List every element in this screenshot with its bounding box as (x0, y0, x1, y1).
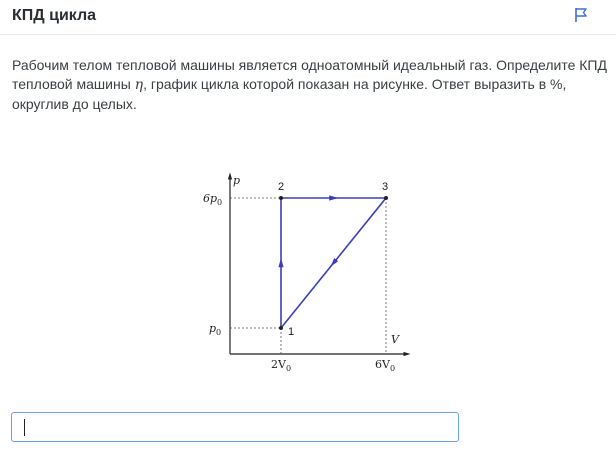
header (0, 0, 616, 35)
tick-6p0 (203, 192, 222, 207)
page-title: КПД цикла (12, 7, 97, 24)
problem-variable: η (134, 77, 144, 93)
point-label-3: 3 (382, 181, 389, 193)
tick-6v0-sub: 0 (389, 364, 396, 373)
tick-2v0 (271, 358, 291, 373)
tick-p0-sub: 0 (216, 328, 222, 337)
point-label-1: 1 (288, 326, 295, 338)
text-caret (24, 419, 25, 436)
tick-6v0-main: 6V (375, 358, 390, 371)
axis-y-label: p (233, 174, 241, 187)
report-button[interactable] (572, 6, 590, 24)
tick-p0 (209, 322, 221, 337)
process-1-2-arrow (278, 258, 283, 267)
tick-p0-main: p (209, 322, 217, 335)
point-3 (384, 196, 388, 200)
point-2 (279, 196, 283, 200)
cycle-lines (278, 195, 388, 330)
process-2-3-arrow (329, 195, 338, 200)
tick-6p0-main: 6p (203, 192, 218, 205)
problem-text-after: , график цикла которой показан на рисунке. Ответ выразить в %, округлив до целых. (12, 76, 567, 112)
flag-icon (572, 6, 590, 24)
axis-x-label: V (391, 333, 399, 346)
point-1 (279, 326, 283, 330)
tick-6p0-sub: 0 (217, 198, 223, 207)
tick-2v0-sub: 0 (285, 364, 292, 373)
point-label-2: 2 (278, 181, 285, 193)
tick-6v0 (375, 358, 395, 373)
problem-statement (12, 56, 612, 114)
pv-diagram-svg (195, 168, 425, 378)
pv-diagram (195, 168, 425, 378)
tick-2v0-main: 2V (271, 358, 286, 371)
answer-input[interactable] (11, 412, 459, 442)
problem-text-before: Рабочим телом тепловой машины является одноатомный идеальный газ. Определите КПД тепловой машины (12, 57, 607, 92)
